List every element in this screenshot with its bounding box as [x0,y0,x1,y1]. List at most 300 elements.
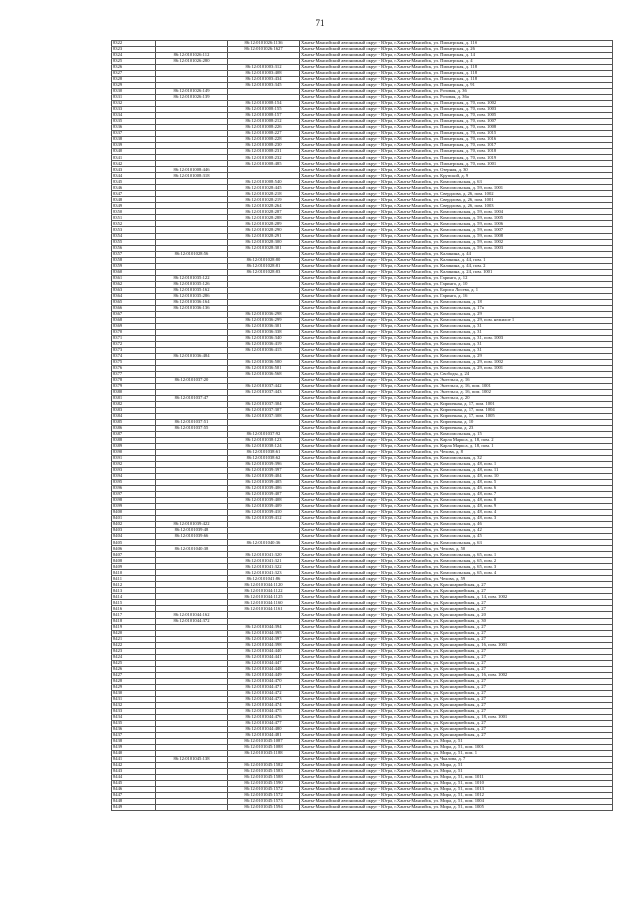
row-number-cell: 8344 [112,173,156,179]
row-number-cell: 8416 [112,606,156,612]
address-cell: Ханты-Мансийский автономный округ - Югра, г.Ханты-Мансийск, ул. Комсомольская, д. 29, пом. нежилое 1 [300,317,613,323]
address-cell: Ханты-Мансийский автономный округ - Югра, г.Ханты-Мансийск, ул. Гаринга, д. 16 [300,293,613,299]
land-cadastral-number-cell [156,804,228,810]
address-cell: Ханты-Мансийский автономный округ - Югра, г.Ханты-Мансийск, ул. Комсомольская, д. 59, пом. 1003 [300,245,613,251]
row-number-cell: 8398 [112,498,156,504]
land-cadastral-number-cell: 86:12:0101037:20 [156,377,228,383]
row-number-cell: 8341 [112,155,156,161]
premises-cadastral-number-cell: 86:12:0101037:307 [228,407,300,413]
premises-cadastral-number-cell: 86:12:0101044:397 [228,636,300,642]
address-cell: Ханты-Мансийский автономный округ - Югра, г.Ханты-Мансийск, ул. Розовая, д. 36а [300,95,613,101]
address-cell: Ханты-Мансийский автономный округ - Югра, г.Ханты-Мансийск, ул. Красноармейская, д. 27 [300,678,613,684]
premises-cadastral-number-cell: 86:12:0101036:338 [228,329,300,335]
premises-cadastral-number-cell: 86:12:0101036:568 [228,371,300,377]
premises-cadastral-number-cell: 86:12:0101008:154 [228,101,300,107]
row-number-cell: 8347 [112,191,156,197]
row-number-cell: 8363 [112,287,156,293]
page-number: 71 [315,18,325,28]
address-cell: Ханты-Мансийский автономный округ - Югра, г.Ханты-Мансийск, ул. Розовая, д. 36 [300,89,613,95]
address-cell: Ханты-Мансийский автономный округ - Югра, г.Ханты-Мансийск, ул. Мира, д. 51, пом. 1011 [300,774,613,780]
premises-cadastral-number-cell: 86:12:0101044:1125 [228,594,300,600]
row-number-cell: 8390 [112,450,156,456]
row-number-cell: 8401 [112,516,156,522]
land-cadastral-number-cell: 86:12:0101045:138 [156,756,228,762]
row-number-cell: 8437 [112,732,156,738]
premises-cadastral-number-cell: 86:12:0101036:340 [228,335,300,341]
premises-cadastral-number-cell: 86:12:0101039:406 [228,486,300,492]
row-number-cell: 8361 [112,275,156,281]
row-number-cell: 8438 [112,738,156,744]
premises-cadastral-number-cell: 86:12:0101028:290 [228,227,300,233]
row-number-cell: 8442 [112,762,156,768]
row-number-cell: 8413 [112,588,156,594]
row-number-cell: 8351 [112,215,156,221]
row-number-cell: 8414 [112,594,156,600]
premises-cadastral-number-cell: 86:12:0101037:443 [228,389,300,395]
premises-cadastral-number-cell: 86:12:0101026:1627 [228,47,300,53]
premises-cadastral-number-cell: 86:12:0101036:298 [228,311,300,317]
address-cell: Ханты-Мансийский автономный округ - Югра, г.Ханты-Мансийск, ул. Мира, д. 51, пом. 1004 [300,798,613,804]
address-cell: Ханты-Мансийский автономный округ - Югра, г.Ханты-Мансийск, ул. Комсомольская, д. 45 [300,534,613,540]
address-cell: Ханты-Мансийский автономный округ - Югра, г.Ханты-Мансийск, ул. Кирпичная, д. 17, пом. 1004 [300,407,613,413]
row-number-cell: 8417 [112,612,156,618]
premises-cadastral-number-cell: 86:12:0101028:83 [228,269,300,275]
row-number-cell: 8348 [112,197,156,203]
premises-cadastral-number-cell: 86:12:0101026:1136 [228,41,300,47]
row-number-cell: 8405 [112,540,156,546]
row-number-cell: 8365 [112,299,156,305]
row-number-cell: 8329 [112,83,156,89]
premises-cadastral-number-cell: 86:12:0101041:323 [228,570,300,576]
premises-cadastral-number-cell: 86:12:0101008:155 [228,107,300,113]
address-cell: Ханты-Мансийский автономный округ - Югра, г.Ханты-Мансийск, ул. Красноармейская, д. 16, пом. 1001 [300,642,613,648]
address-cell: Ханты-Мансийский автономный округ - Югра, г.Ханты-Мансийск, ул. Комсомольская, д. 65, пом. 1 [300,552,613,558]
address-cell: Ханты-Мансийский автономный округ - Югра, г.Ханты-Мансийск, ул. Красноармейская, д. 27 [300,660,613,666]
premises-cadastral-number-cell: 86:12:0101008:212 [228,119,300,125]
premises-cadastral-number-cell: 86:12:0101003:408 [228,71,300,77]
address-cell: Ханты-Мансийский автономный округ - Югра, г.Ханты-Мансийск, ул. Красноармейская, д. 16, пом. 1002 [300,672,613,678]
address-cell: Ханты-Мансийский автономный округ - Югра, г.Ханты-Мансийск, ул. Комсомольская, д. 48, пом. 3 [300,516,613,522]
address-cell: Ханты-Мансийский автономный округ - Югра, г.Ханты-Мансийск, ул. Пионерская, д. 70, пом. 1008 [300,125,613,131]
row-number-cell: 8340 [112,149,156,155]
address-cell: Ханты-Мансийский автономный округ - Югра, г.Ханты-Мансийск, ул. Комсомольская, д. 65, пом. 4 [300,570,613,576]
address-cell: Ханты-Мансийский автономный округ - Югра, г.Ханты-Мансийск, ул. Пионерская, д. 70, пом. 1017 [300,143,613,149]
row-number-cell: 8382 [112,401,156,407]
address-cell: Ханты-Мансийский автономный округ - Югра, г.Ханты-Мансийск, ул. Пионерская, д. 26 [300,47,613,53]
row-number-cell: 8400 [112,510,156,516]
premises-cadastral-number-cell: 86:12:0101041:322 [228,564,300,570]
address-cell: Ханты-Мансийский автономный округ - Югра, г.Ханты-Мансийск, ул. Пионерская, д. 70, пом. 1003 [300,107,613,113]
premises-cadastral-number-cell: 86:12:0101037:442 [228,383,300,389]
premises-cadastral-number-cell: 86:12:0101041:86 [228,576,300,582]
address-cell: Ханты-Мансийский автономный округ - Югра, г.Ханты-Мансийск, ул. Красноармейская, д. 27 [300,600,613,606]
address-cell: Ханты-Мансийский автономный округ - Югра, г.Ханты-Мансийск, ул. Пионерская, д. 70, пом. 1015 [300,131,613,137]
land-cadastral-number-cell: 86:12:0101044:162 [156,612,228,618]
premises-cadastral-number-cell: 86:12:0101036:500 [228,359,300,365]
address-cell: Ханты-Мансийский автономный округ - Югра, г.Ханты-Мансийск, ул. Пионерская, д. 70, пом. 1016 [300,137,613,143]
premises-cadastral-number-cell: 86:12:0101028:288 [228,215,300,221]
row-number-cell: 8432 [112,702,156,708]
row-number-cell: 8410 [112,570,156,576]
premises-cadastral-number-cell: 86:12:0101008:232 [228,155,300,161]
address-cell: Ханты-Мансийский автономный округ - Югра, г.Ханты-Мансийск, ул. Комсомольская, д. 17а [300,305,613,311]
address-cell: Ханты-Мансийский автономный округ - Югра, г.Ханты-Мансийск, ул. Красноармейская, д. 27 [300,636,613,642]
address-cell: Ханты-Мансийский автономный округ - Югра, г.Ханты-Мансийск, ул. Гаринга, д. 12 [300,275,613,281]
address-cell: Ханты-Мансийский автономный округ - Югра, г.Ханты-Мансийск, ул. Калинина, д. 24, пом. 1001 [300,269,613,275]
row-number-cell: 8445 [112,780,156,786]
address-cell: Ханты-Мансийский автономный округ - Югра, г.Ханты-Мансийск, ул. Мира, д. 51, пом. 1013 [300,786,613,792]
address-cell: Ханты-Мансийский автономный округ - Югра, г.Ханты-Мансийск, ул. Озерная, д. 30 [300,167,613,173]
address-cell: Ханты-Мансийский автономный округ - Югра, г.Ханты-Мансийск, ул. Красноармейская, д. 27 [300,684,613,690]
row-number-cell: 8325 [112,59,156,65]
row-number-cell: 8371 [112,335,156,341]
row-number-cell: 8326 [112,65,156,71]
address-cell: Ханты-Мансийский автономный округ - Югра, г.Ханты-Мансийск, ул. Красноармейская, д. 14, пом. 1002 [300,594,613,600]
premises-cadastral-number-cell: 86:12:0101028:301 [228,245,300,251]
land-cadastral-number-cell: 86:12:0101008:446 [156,167,228,173]
address-cell: Ханты-Мансийский автономный округ - Югра, г.Ханты-Мансийск, ул. Свердлова, д. 26, пом. 1002 [300,191,613,197]
row-number-cell: 8372 [112,341,156,347]
address-cell: Ханты-Мансийский автономный округ - Югра, г.Ханты-Мансийск, ул. Крупской, д. 9 [300,173,613,179]
address-cell: Ханты-Мансийский автономный округ - Югра, г.Ханты-Мансийск, ул. Красноармейская, д. 27 [300,588,613,594]
row-number-cell: 8335 [112,119,156,125]
premises-cadastral-number-cell: 86:12:0101028:289 [228,221,300,227]
premises-cadastral-number-cell: 86:12:0101039:409 [228,504,300,510]
premises-cadastral-number-cell: 86:12:0101038:61 [228,450,300,456]
address-cell: Ханты-Мансийский автономный округ - Югра, г.Ханты-Мансийск, ул. Калинина, д. 44 [300,251,613,257]
premises-cadastral-number-cell: 86:12:0101044:398 [228,642,300,648]
premises-cadastral-number-cell: 86:12:0101028:219 [228,197,300,203]
address-cell: Ханты-Мансийский автономный округ - Югра, г.Ханты-Мансийск, ул. Мира, д. 51 [300,738,613,744]
row-number-cell: 8412 [112,582,156,588]
row-number-cell: 8430 [112,690,156,696]
address-cell: Ханты-Мансийский автономный округ - Югра, г.Ханты-Мансийск, ул. Комсомольская, д. 46 [300,522,613,528]
address-cell: Ханты-Мансийский автономный округ - Югра, г.Ханты-Мансийск, ул. Красноармейская, д. 27 [300,696,613,702]
row-number-cell: 8420 [112,630,156,636]
address-cell: Ханты-Мансийский автономный округ - Югра, г.Ханты-Мансийск, ул. Мира, д. 51, пом. 1001 [300,744,613,750]
premises-cadastral-number-cell: 86:12:0101028:300 [228,239,300,245]
premises-cadastral-number-cell: 86:12:0101028:264 [228,203,300,209]
land-cadastral-number-cell: 86:12:0101039:48 [156,528,228,534]
row-number-cell: 8352 [112,221,156,227]
premises-cadastral-number-cell: 86:12:0101044:440 [228,648,300,654]
address-cell: Ханты-Мансийский автономный округ - Югра, г.Ханты-Мансийск, ул. Комсомольская, д. 29, пом. 1002 [300,359,613,365]
premises-cadastral-number-cell: 86:12:0101045:1572 [228,792,300,798]
address-cell: Ханты-Мансийский автономный округ - Югра, г.Ханты-Мансийск, ул. Пионерская, д. 118 [300,71,613,77]
address-cell: Ханты-Мансийский автономный округ - Югра, г.Ханты-Мансийск, ул. Красноармейская, д. 27 [300,648,613,654]
address-cell: Ханты-Мансийский автономный округ - Югра, г.Ханты-Мансийск, ул. Комсомольская, д. 29 [300,353,613,359]
row-number-cell: 8399 [112,504,156,510]
row-number-cell: 8396 [112,486,156,492]
row-number-cell: 8343 [112,167,156,173]
address-cell: Ханты-Мансийский автономный округ - Югра, г.Ханты-Мансийск, ул. Энгельса, д. 16 [300,377,613,383]
premises-cadastral-number-cell: 86:12:0101044:448 [228,666,300,672]
row-number-cell: 8373 [112,347,156,353]
row-number-cell: 8328 [112,77,156,83]
row-number-cell: 8447 [112,792,156,798]
row-number-cell: 8431 [112,696,156,702]
land-cadastral-number-cell: 86:12:0101035:162 [156,287,228,293]
premises-cadastral-number-cell: 86:12:0101008:228 [228,137,300,143]
address-cell: Ханты-Мансийский автономный округ - Югра, г.Ханты-Мансийск, ул. Комсомольская, д. 65, пом. 3 [300,564,613,570]
address-cell: Ханты-Мансийский автономный округ - Югра, г.Ханты-Мансийск, ул. Калинина, д. 44, пом. 2 [300,263,613,269]
premises-cadastral-number-cell: 86:12:0101028:287 [228,209,300,215]
address-cell: Ханты-Мансийский автономный округ - Югра, г.Ханты-Мансийск, ул. Комсомольская, д. 18 [300,299,613,305]
row-number-cell: 8323 [112,47,156,53]
address-cell: Ханты-Мансийский автономный округ - Югра, г.Ханты-Мансийск, ул. Карла Маркса, д. 18, пом. 1 [300,444,613,450]
row-number-cell: 8403 [112,528,156,534]
premises-cadastral-number-cell: 86:12:0101008:540 [228,179,300,185]
address-cell: Ханты-Мансийский автономный округ - Югра, г.Ханты-Мансийск, ул. Красноармейская, д. 27 [300,726,613,732]
premises-cadastral-number-cell: 86:12:0101045:1594 [228,804,300,810]
address-cell: Ханты-Мансийский автономный округ - Югра, г.Ханты-Мансийск, ул. Энгельса, д. 16, пом. 1001 [300,383,613,389]
row-number-cell: 8370 [112,329,156,335]
premises-cadastral-number-cell: 86:12:0101036:301 [228,323,300,329]
premises-cadastral-number-cell: 86:12:0101037:308 [228,413,300,419]
address-cell: Ханты-Мансийский автономный округ - Югра, г.Ханты-Мансийск, ул. Свободы, д. 24 [300,371,613,377]
row-number-cell: 8388 [112,438,156,444]
address-cell: Ханты-Мансийский автономный округ - Югра, г.Ханты-Мансийск, ул. Пионерская, д. 70, пом. 1018 [300,149,613,155]
address-cell: Ханты-Мансийский автономный округ - Югра, г.Ханты-Мансийск, ул. Энгельса, д. 16, пом. 1002 [300,389,613,395]
premises-cadastral-number-cell: 86:12:0101044:441 [228,654,300,660]
row-number-cell: 8381 [112,395,156,401]
premises-cadastral-number-cell: 86:12:0101008:227 [228,131,300,137]
row-number-cell: 8444 [112,774,156,780]
premises-cadastral-number-cell: 86:12:0101038:62 [228,456,300,462]
land-cadastral-number-cell: 86:12:0101026:139 [156,95,228,101]
address-cell: Ханты-Мансийский автономный округ - Югра, г.Ханты-Мансийск, ул. Свердлова, д. 26, пом. 1003 [300,203,613,209]
premises-cadastral-number-cell: 86:12:0101028:80 [228,257,300,263]
address-cell: Ханты-Мансийский автономный округ - Югра, г.Ханты-Мансийск, ул. Свердлова, д. 26, пом. 1001 [300,197,613,203]
premises-cadastral-number-cell: 86:12:0101039:408 [228,498,300,504]
premises-cadastral-number-cell: 86:12:0101037:92 [228,432,300,438]
row-number-cell: 8338 [112,137,156,143]
premises-cadastral-number-cell: 86:12:0101044:481 [228,732,300,738]
row-number-cell: 8364 [112,293,156,299]
land-cadastral-number-cell: 86:12:0101035:126 [156,281,228,287]
address-cell: Ханты-Мансийский автономный округ - Югра, г.Ханты-Мансийск, ул. Комсомольская, д. 59, пом. 1008 [300,233,613,239]
land-cadastral-number-cell: 86:12:0101044:372 [156,618,228,624]
table-row [112,804,613,810]
row-number-cell: 8407 [112,552,156,558]
address-cell: Ханты-Мансийский автономный округ - Югра, г.Ханты-Мансийск, ул. Комсомольская, д. 48, пом. 6 [300,486,613,492]
premises-cadastral-number-cell: 86:12:0101045:1087 [228,738,300,744]
row-number-cell: 8423 [112,648,156,654]
row-number-cell: 8448 [112,798,156,804]
row-number-cell: 8330 [112,89,156,95]
premises-cadastral-number-cell: 86:12:0101044:395 [228,630,300,636]
row-number-cell: 8397 [112,492,156,498]
row-number-cell: 8406 [112,546,156,552]
address-cell: Ханты-Мансийский автономный округ - Югра, г.Ханты-Мансийск, ул. Комсомольская, д. 59, пом. 1006 [300,221,613,227]
address-cell: Ханты-Мансийский автономный округ - Югра, г.Ханты-Мансийск, ул. Красноармейская, д. 27 [300,630,613,636]
address-cell: Ханты-Мансийский автономный округ - Югра, г.Ханты-Мансийск, ул. Комсомольская, д. 15 [300,432,613,438]
row-number-cell: 8429 [112,684,156,690]
address-cell: Ханты-Мансийский автономный округ - Югра, г.Ханты-Мансийск, ул. Чехова, д. 59 [300,576,613,582]
row-number-cell: 8327 [112,71,156,77]
row-number-cell: 8346 [112,185,156,191]
address-cell: Ханты-Мансийский автономный округ - Югра, г.Ханты-Мансийск, ул. Комсомольская, д. 59, пом. 1005 [300,215,613,221]
row-number-cell: 8349 [112,203,156,209]
address-cell: Ханты-Мансийский автономный округ - Югра, г.Ханты-Мансийск, ул. Пионерская, д. 4 [300,59,613,65]
address-cell: Ханты-Мансийский автономный округ - Югра, г.Ханты-Мансийск, ул. Кирпичная, д. 23 [300,426,613,432]
address-cell: Ханты-Мансийский автономный округ - Югра, г.Ханты-Мансийск, ул. Комсомольская, д. 63 [300,179,613,185]
address-cell: Ханты-Мансийский автономный округ - Югра, г.Ханты-Мансийск, ул. Мира, д. 51, пом. 1010 [300,780,613,786]
premises-cadastral-number-cell: 86:12:0101039:412 [228,516,300,522]
premises-cadastral-number-cell: 86:12:0101044:449 [228,672,300,678]
address-cell: Ханты-Мансийский автономный округ - Югра, г.Ханты-Мансийск, ул. Комсомольская, д. 32 [300,456,613,462]
land-cadastral-number-cell: 86:12:0101037:51 [156,419,228,425]
address-cell: Ханты-Мансийский автономный округ - Югра, г.Ханты-Мансийск, ул. Пионерская, д. 70, пом. 1007 [300,119,613,125]
row-number-cell: 8449 [112,804,156,810]
address-cell: Ханты-Мансийский автономный округ - Югра, г.Ханты-Мансийск, ул. Комсомольская, д. 59, пом. 1002 [300,239,613,245]
row-number-cell: 8380 [112,389,156,395]
address-cell: Ханты-Мансийский автономный округ - Югра, г.Ханты-Мансийск, ул. Чехова, д. 8 [300,450,613,456]
address-cell: Ханты-Мансийский автономный округ - Югра, г.Ханты-Мансийск, ул. Красноармейская, д. 30 [300,618,613,624]
row-number-cell: 8374 [112,353,156,359]
row-number-cell: 8422 [112,642,156,648]
address-cell: Ханты-Мансийский автономный округ - Югра, г.Ханты-Мансийск, ул. Красноармейская, д. 27 [300,606,613,612]
address-cell: Ханты-Мансийский автономный округ - Югра, г.Ханты-Мансийск, ул. Комсомольская, д. 42 [300,528,613,534]
address-cell: Ханты-Мансийский автономный округ - Югра, г.Ханты-Мансийск, ул. Энгельса, д. 20 [300,395,613,401]
premises-cadastral-number-cell: 86:12:0101044:476 [228,714,300,720]
premises-cadastral-number-cell: 86:12:0101008:226 [228,125,300,131]
row-number-cell: 8421 [112,636,156,642]
address-cell: Ханты-Мансийский автономный округ - Югра, г.Ханты-Мансийск, ул. Пионерская, д. 91 [300,83,613,89]
premises-cadastral-number-cell: 86:12:0101039:405 [228,480,300,486]
land-cadastral-number-cell: 86:12:0101039:422 [156,522,228,528]
land-cadastral-number-cell: 86:12:0101035:122 [156,275,228,281]
address-cell: Ханты-Мансийский автономный округ - Югра, г.Ханты-Мансийск, ул. Калинина, д. 44, пом. 1 [300,257,613,263]
row-number-cell: 8415 [112,600,156,606]
premises-cadastral-number-cell: 86:12:0101044:473 [228,696,300,702]
premises-cadastral-number-cell: 86:12:0101008:230 [228,143,300,149]
premises-cadastral-number-cell: 86:12:0101045:1188 [228,750,300,756]
address-cell: Ханты-Мансийский автономный округ - Югра, г.Ханты-Мансийск, ул. Красноармейская, д. 18, пом. 1001 [300,714,613,720]
address-cell: Ханты-Мансийский автономный округ - Югра, г.Ханты-Мансийск, ул. Мира, д. 51 [300,762,613,768]
row-number-cell: 8404 [112,534,156,540]
premises-cadastral-number-cell: 86:12:0101045:1583 [228,768,300,774]
row-number-cell: 8418 [112,618,156,624]
address-cell: Ханты-Мансийский автономный округ - Югра, г.Ханты-Мансийск, ул. Комсомольская, д. 29, пом. 1001 [300,365,613,371]
row-number-cell: 8433 [112,708,156,714]
row-number-cell: 8360 [112,269,156,275]
premises-cadastral-number-cell: 86:12:0101028:445 [228,185,300,191]
address-cell: Ханты-Мансийский автономный округ - Югра, г.Ханты-Мансийск, ул. Мира, д. 51, пом. 1 [300,750,613,756]
row-number-cell: 8359 [112,263,156,269]
row-number-cell: 8342 [112,161,156,167]
row-number-cell: 8424 [112,654,156,660]
row-number-cell: 8367 [112,311,156,317]
row-number-cell: 8425 [112,660,156,666]
row-number-cell: 8350 [112,209,156,215]
address-cell: Ханты-Мансийский автономный округ - Югра, г.Ханты-Мансийск, ул. Комсомольская, д. 48, пом. 8 [300,498,613,504]
address-cell: Ханты-Мансийский автономный округ - Югра, г.Ханты-Мансийск, ул. Бориса Лосева, д. 1 [300,287,613,293]
premises-cadastral-number-cell: 86:12:0101008:231 [228,149,300,155]
address-cell: Ханты-Мансийский автономный округ - Югра, г.Ханты-Мансийск, ул. Мира, д. 51, пом. 1012 [300,792,613,798]
address-cell: Ханты-Мансийский автономный округ - Югра, г.Ханты-Мансийск, ул. Комсомольская, д. 59, пом. 1007 [300,227,613,233]
row-number-cell: 8436 [112,726,156,732]
row-number-cell: 8395 [112,480,156,486]
address-cell: Ханты-Мансийский автономный округ - Югра, г.Ханты-Мансийск, ул. Комсомольская, д. 65, пом. 2 [300,558,613,564]
land-cadastral-number-cell: 86:12:0101036:164 [156,299,228,305]
address-cell: Ханты-Мансийский автономный округ - Югра, г.Ханты-Мансийск, ул. Пионерская, д. 70, пом. 1019 [300,155,613,161]
row-number-cell: 8376 [112,365,156,371]
premises-cadastral-number-cell: 86:12:0101036:299 [228,317,300,323]
address-cell: Ханты-Мансийский автономный округ - Югра, г.Ханты-Мансийск, ул. Красноармейская, д. 27 [300,702,613,708]
address-cell: Ханты-Мансийский автономный округ - Югра, г.Ханты-Мансийск, ул. Гаринга, д. 10 [300,281,613,287]
premises-cadastral-number-cell: 86:12:0101041:320 [228,552,300,558]
land-cadastral-number-cell: 86:12:0101037:47 [156,395,228,401]
address-cell: Ханты-Мансийский автономный округ - Югра, г.Ханты-Мансийск, ул. Пионерская, д. 70, пом. 1001 [300,161,613,167]
land-cadastral-number-cell: 86:12:0101028:56 [156,251,228,257]
row-number-cell: 8356 [112,245,156,251]
address-cell: Ханты-Мансийский автономный округ - Югра, г.Ханты-Мансийск, ул. Комсомольская, д. 31 [300,323,613,329]
row-number-cell: 8439 [112,744,156,750]
row-number-cell: 8427 [112,672,156,678]
address-cell: Ханты-Мансийский автономный округ - Югра, г.Ханты-Мансийск, ул. Комсомольская, д. 31 [300,347,613,353]
row-number-cell: 8391 [112,456,156,462]
premises-cadastral-number-cell: 86:12:0101038:124 [228,444,300,450]
premises-cadastral-number-cell: 86:12:0101008:485 [228,161,300,167]
row-number-cell: 8322 [112,41,156,47]
row-number-cell: 8345 [112,179,156,185]
premises-cadastral-number-cell: 86:12:0101039:410 [228,510,300,516]
premises-cadastral-number-cell: 86:12:0101003:345 [228,83,300,89]
row-number-cell: 8375 [112,359,156,365]
land-cadastral-number-cell: 86:12:0101039:66 [156,534,228,540]
address-cell: Ханты-Мансийский автономный округ - Югра, г.Ханты-Мансийск, ул. Пионерская, д. 70, пом. 1005 [300,113,613,119]
address-cell: Ханты-Мансийский автономный округ - Югра, г.Ханты-Мансийск, ул. Комсомольская, д. 59, пом. 1001 [300,185,613,191]
land-cadastral-number-cell: 86:12:0101026:112 [156,53,228,59]
address-cell: Ханты-Мансийский автономный округ - Югра, г.Ханты-Мансийск, ул. Красноармейская, д. 27 [300,582,613,588]
land-cadastral-number-cell: 86:12:0101035:286 [156,293,228,299]
row-number-cell: 8332 [112,101,156,107]
row-number-cell: 8394 [112,474,156,480]
row-number-cell: 8387 [112,432,156,438]
row-number-cell: 8428 [112,678,156,684]
address-cell: Ханты-Мансийский автономный округ - Югра, г.Ханты-Мансийск, ул. Красноармейская, д. 27 [300,654,613,660]
premises-cadastral-number-cell: 86:12:0101044:1120 [228,582,300,588]
row-number-cell: 8434 [112,714,156,720]
address-cell: Ханты-Мансийский автономный округ - Югра, г.Ханты-Мансийск, ул. Чкалова, д. 7 [300,756,613,762]
address-cell: Ханты-Мансийский автономный округ - Югра, г.Ханты-Мансийск, ул. Пионерская, д. 118 [300,77,613,83]
address-cell: Ханты-Мансийский автономный округ - Югра, г.Ханты-Мансийск, ул. Кирпичная, д. 17, пом. 1005 [300,413,613,419]
row-number-cell: 8383 [112,407,156,413]
address-cell: Ханты-Мансийский автономный округ - Югра, г.Ханты-Мансийск, ул. Пионерская, д. 11б [300,41,613,47]
row-number-cell: 8331 [112,95,156,101]
address-cell: Ханты-Мансийский автономный округ - Югра, г.Ханты-Мансийск, ул. Пионерская, д. 70, пом. 1002 [300,101,613,107]
address-cell: Ханты-Мансийский автономный округ - Югра, г.Ханты-Мансийск, ул. Комсомольская, д. 48, пом. 10 [300,474,613,480]
address-cell: Ханты-Мансийский автономный округ - Югра, г.Ханты-Мансийск, ул. Чехова, д. 50 [300,546,613,552]
address-cell: Ханты-Мансийский автономный округ - Югра, г.Ханты-Мансийск, ул. Мира, д. 51, пом. 1005 [300,804,613,810]
premises-cadastral-number-cell: 86:12:0101008:157 [228,113,300,119]
premises-cadastral-number-cell: 86:12:0101044:480 [228,726,300,732]
row-number-cell: 8435 [112,720,156,726]
land-cadastral-number-cell: 86:12:0101008:318 [156,173,228,179]
row-number-cell: 8440 [112,750,156,756]
row-number-cell: 8389 [112,444,156,450]
premises-cadastral-number-cell: 86:12:0101038:123 [228,438,300,444]
address-cell: Ханты-Мансийский автономный округ - Югра, г.Ханты-Мансийск, ул. Красноармейская, д. 27 [300,666,613,672]
address-cell: Ханты-Мансийский автономный округ - Югра, г.Ханты-Мансийск, ул. Комсомольская, д. 63 [300,540,613,546]
address-cell: Ханты-Мансийский автономный округ - Югра, г.Ханты-Мансийск, ул. Комсомольская, д. 48, пом. 11 [300,468,613,474]
address-cell: Ханты-Мансийский автономный округ - Югра, г.Ханты-Мансийск, ул. Красноармейская, д. 27 [300,732,613,738]
address-cell: Ханты-Мансийский автономный округ - Югра, г.Ханты-Мансийск, ул. Красноармейская, д. 27 [300,690,613,696]
row-number-cell: 8409 [112,564,156,570]
address-cell: Ханты-Мансийский автономный округ - Югра, г.Ханты-Мансийск, ул. Красноармейская, д. 20 [300,612,613,618]
premises-cadastral-number-cell: 86:12:0101040:36 [228,540,300,546]
